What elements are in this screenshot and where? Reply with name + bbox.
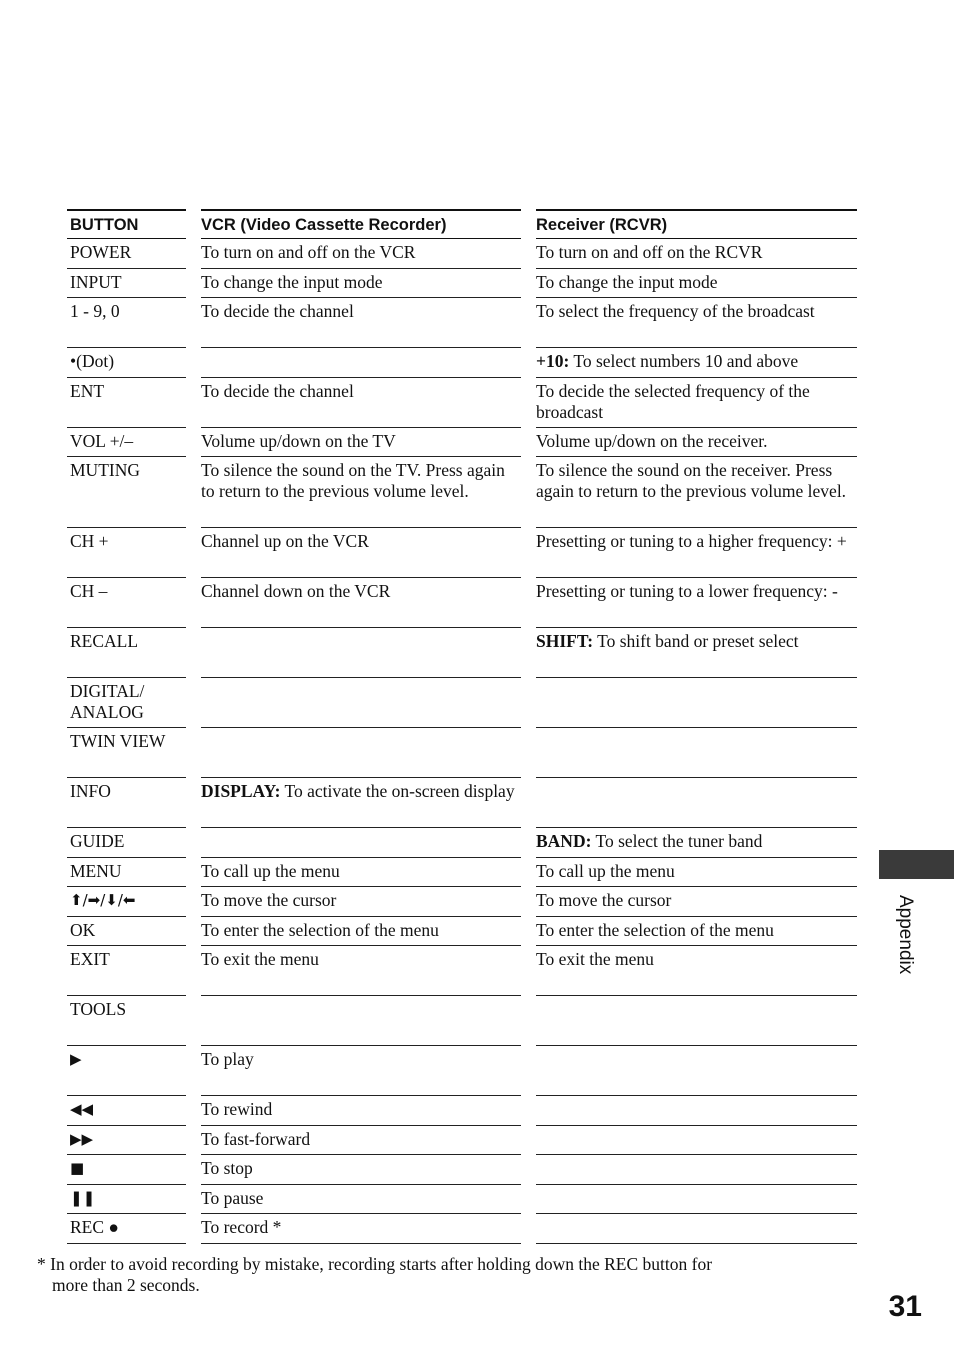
row-menu-vcr: To call up the menu — [201, 858, 521, 888]
row-exit-vcr: To exit the menu — [201, 946, 521, 996]
row-rec-button: REC ● — [67, 1214, 186, 1244]
row-pause-vcr: To pause — [201, 1185, 521, 1215]
row-ch-down-button: CH – — [67, 578, 186, 628]
row-ch-up-rcvr: Presetting or tuning to a higher frequency: + — [536, 528, 857, 578]
row-ent-button: ENT — [67, 378, 186, 428]
row-fast-forward-button: ▶▶ — [67, 1126, 186, 1156]
row-muting-rcvr: To silence the sound on the receiver. Press again to return to the previous volume level. — [536, 457, 857, 528]
row-play-rcvr — [536, 1046, 857, 1096]
row-power-vcr: To turn on and off on the VCR — [201, 239, 521, 269]
row-ok-vcr: To enter the selection of the menu — [201, 917, 521, 947]
band-description: To select the tuner band — [591, 831, 763, 851]
row-rec-vcr: To record * — [201, 1214, 521, 1244]
row-tools-vcr — [201, 996, 521, 1046]
row-dot-button: •(Dot) — [67, 348, 186, 378]
row-pause-rcvr — [536, 1185, 857, 1215]
row-digital-analog-rcvr — [536, 678, 857, 728]
row-ok-rcvr: To enter the selection of the menu — [536, 917, 857, 947]
row-stop-vcr: To stop — [201, 1155, 521, 1185]
row-guide-rcvr — [536, 828, 857, 858]
row-info-rcvr — [536, 778, 857, 828]
row-twin-view-button: TWIN VIEW — [67, 728, 186, 778]
row-digits-rcvr: To select the frequency of the broadcast — [536, 298, 857, 348]
row-recall-rcvr — [536, 628, 857, 678]
row-stop-rcvr — [536, 1155, 857, 1185]
row-tools-button: TOOLS — [67, 996, 186, 1046]
header-vcr: VCR (Video Cassette Recorder) — [201, 209, 521, 239]
row-play-button: ▶ — [67, 1046, 186, 1096]
row-input-rcvr: To change the input mode — [536, 269, 857, 299]
row-guide-button: GUIDE — [67, 828, 186, 858]
row-ch-down-vcr: Channel down on the VCR — [201, 578, 521, 628]
row-ent-rcvr: To decide the selected frequency of the broadcast — [536, 378, 857, 428]
row-exit-rcvr: To exit the menu — [536, 946, 857, 996]
row-rewind-vcr: To rewind — [201, 1096, 521, 1126]
page-number: 31 — [888, 1290, 922, 1323]
row-fast-forward-vcr: To fast-forward — [201, 1126, 521, 1156]
footnote-line-1: * In order to avoid recording by mistake, recording starts after holding down the REC button for — [37, 1254, 713, 1274]
row-muting-vcr: To silence the sound on the TV. Press again to return to the previous volume level. — [201, 457, 521, 528]
row-dot-rcvr — [536, 348, 857, 378]
row-exit-button: EXIT — [67, 946, 186, 996]
section-tab-marker — [879, 850, 954, 879]
header-button: BUTTON — [67, 209, 186, 239]
row-fast-forward-rcvr — [536, 1126, 857, 1156]
row-digits-button: 1 - 9, 0 — [67, 298, 186, 348]
shift-term: SHIFT: — [536, 631, 594, 651]
row-input-vcr: To change the input mode — [201, 269, 521, 299]
row-info-button: INFO — [67, 778, 186, 828]
row-recall-vcr — [201, 628, 521, 678]
plus10-term: +10: — [536, 351, 570, 371]
row-arrows-vcr: To move the cursor — [201, 887, 521, 917]
row-digital-analog-vcr — [201, 678, 521, 728]
row-stop-button: ■ — [67, 1155, 186, 1185]
row-ch-down-rcvr: Presetting or tuning to a lower frequency: - — [536, 578, 857, 628]
plus10-description: To select numbers 10 and above — [569, 351, 799, 371]
header-receiver: Receiver (RCVR) — [536, 209, 857, 239]
row-dot-vcr — [201, 348, 521, 378]
row-vol-rcvr: Volume up/down on the receiver. — [536, 428, 857, 458]
row-recall-button: RECALL — [67, 628, 186, 678]
row-digits-vcr: To decide the channel — [201, 298, 521, 348]
button-column — [67, 209, 186, 1244]
footnote-line-2: more than 2 seconds. — [52, 1275, 200, 1295]
row-ch-up-vcr: Channel up on the VCR — [201, 528, 521, 578]
shift-description: To shift band or preset select — [593, 631, 799, 651]
row-vol-button: VOL +/– — [67, 428, 186, 458]
vcr-column — [201, 209, 521, 1244]
row-rewind-button: ◀◀ — [67, 1096, 186, 1126]
row-ent-vcr: To decide the channel — [201, 378, 521, 428]
row-vol-vcr: Volume up/down on the TV — [201, 428, 521, 458]
display-description: To activate the on-screen display — [280, 781, 515, 801]
row-arrows-button: ⬆/➡/⬇/⬅ — [67, 887, 186, 917]
row-twin-view-rcvr — [536, 728, 857, 778]
row-ch-up-button: CH + — [67, 528, 186, 578]
row-info-vcr — [201, 778, 521, 828]
row-play-vcr: To play — [201, 1046, 521, 1096]
row-rec-rcvr — [536, 1214, 857, 1244]
row-menu-button: MENU — [67, 858, 186, 888]
row-guide-vcr — [201, 828, 521, 858]
row-power-button: POWER — [67, 239, 186, 269]
row-twin-view-vcr — [201, 728, 521, 778]
row-muting-button: MUTING — [67, 457, 186, 528]
row-input-button: INPUT — [67, 269, 186, 299]
footnote — [37, 1254, 837, 1296]
band-term: BAND: — [536, 831, 592, 851]
row-pause-button: ❚❚ — [67, 1185, 186, 1215]
section-tab-label: Appendix — [895, 895, 916, 975]
row-power-rcvr: To turn on and off on the RCVR — [536, 239, 857, 269]
display-term: DISPLAY: — [201, 781, 281, 801]
row-tools-rcvr — [536, 996, 857, 1046]
row-ok-button: OK — [67, 917, 186, 947]
row-arrows-rcvr: To move the cursor — [536, 887, 857, 917]
receiver-column — [536, 209, 857, 1244]
row-digital-analog-button: DIGITAL/ ANALOG — [67, 678, 186, 728]
row-rewind-rcvr — [536, 1096, 857, 1126]
row-menu-rcvr: To call up the menu — [536, 858, 857, 888]
